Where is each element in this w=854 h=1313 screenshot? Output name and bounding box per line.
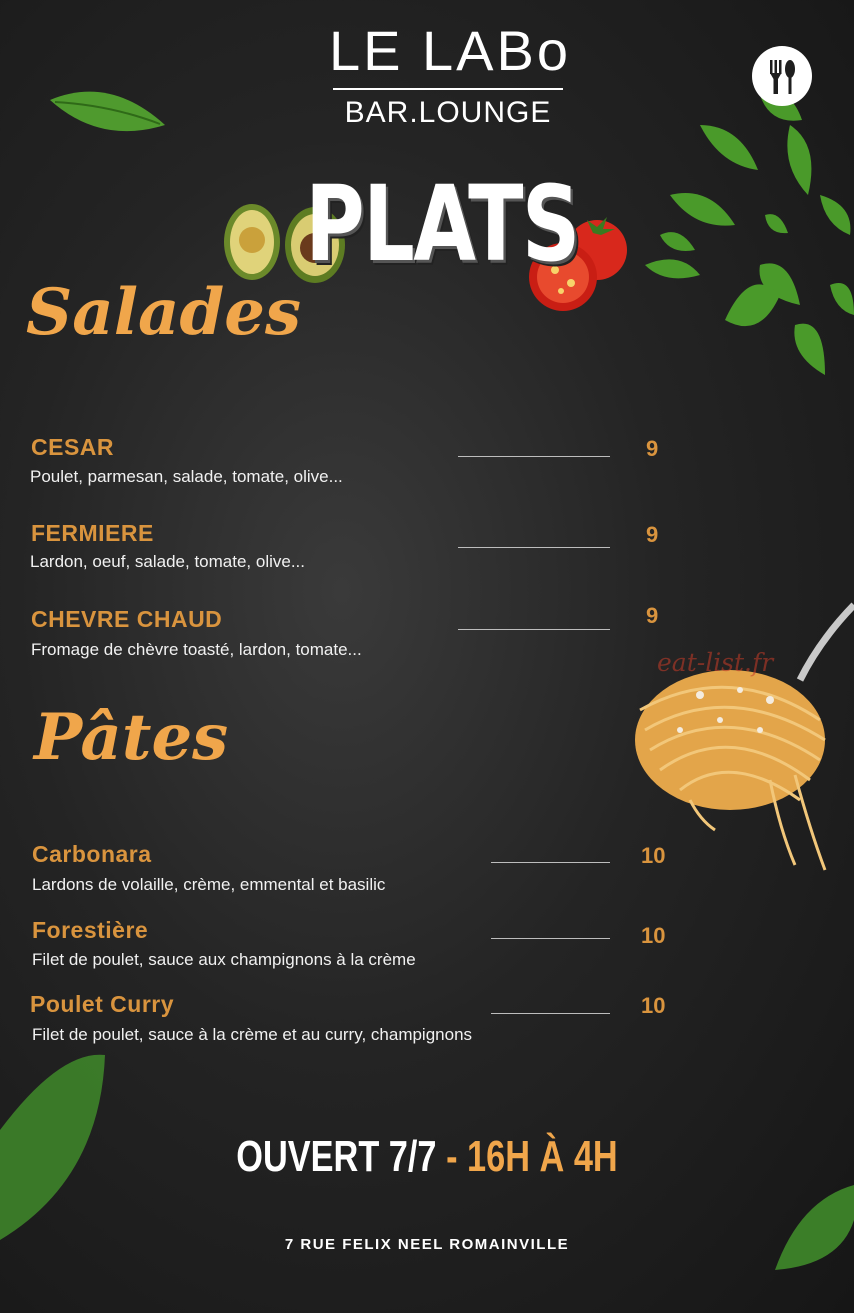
item-divider [458,456,610,457]
address: 7 RUE FELIX NEEL ROMAINVILLE [284,1236,570,1253]
item-price: 9 [646,603,659,628]
item-description: Filet de poulet, sauce à la crème et au curry, champignons [32,1025,473,1044]
opening-hours [94,1132,760,1182]
item-name: Forestière [32,917,149,943]
item-name: FERMIERE [31,520,154,546]
watermark: eat-list.fr [657,648,774,677]
leaf-decoration-bottom-right [770,1180,854,1280]
item-price: 10 [641,923,666,948]
item-name: Poulet Curry [30,991,175,1017]
item-divider [491,1013,610,1014]
item-description: Fromage de chèvre toasté, lardon, tomate... [31,640,362,659]
item-divider [458,629,610,630]
item-description: Poulet, parmesan, salade, tomate, olive... [30,467,343,486]
section-title-salades: Salades [26,275,301,350]
spaghetti-fork-image [620,600,854,880]
section-title-pates: Pâtes [34,700,229,775]
logo-subtitle: BAR.LOUNGE [344,96,552,129]
item-price: 9 [646,436,659,461]
logo-divider [333,88,563,90]
item-description: Lardons de volaille, crème, emmental et basilic [32,875,386,894]
hours-open: OUVERT 7/7 [236,1132,437,1181]
item-description: Filet de poulet, sauce aux champignons à la crème [32,950,416,969]
item-name: Carbonara [32,841,152,867]
item-price: 9 [646,522,659,547]
hours-time: - 16H À 4H [436,1132,618,1181]
item-name: CESAR [31,434,115,460]
item-price: 10 [641,993,666,1018]
item-name: CHEVRE CHAUD [31,606,223,632]
page-title: PLATS [305,163,579,285]
item-divider [458,547,610,548]
item-divider [491,862,610,863]
logo-title: LE LABo [328,19,572,82]
item-price: 10 [641,843,666,868]
item-divider [491,938,610,939]
item-description: Lardon, oeuf, salade, tomate, olive... [30,552,306,571]
